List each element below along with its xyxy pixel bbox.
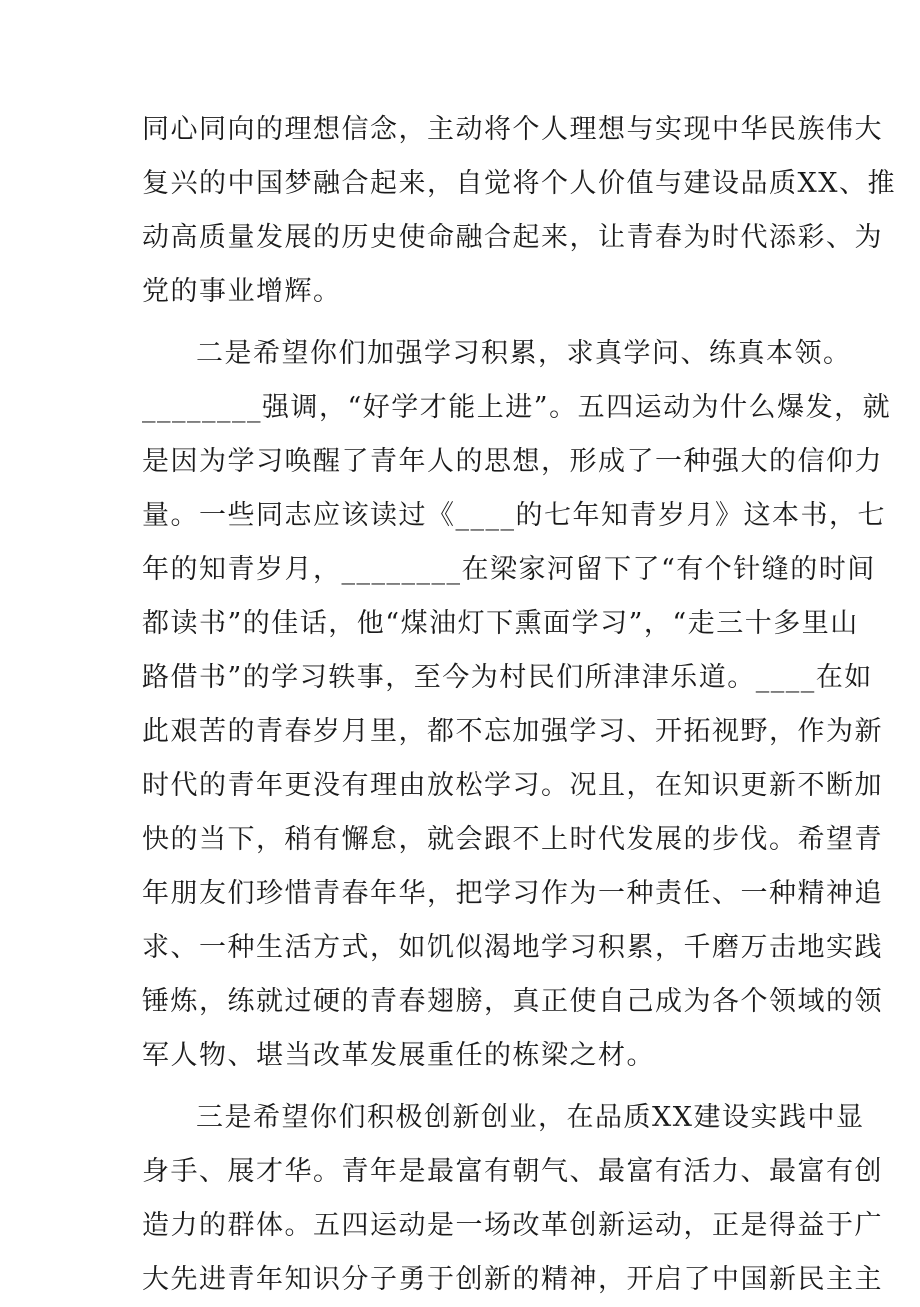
paragraph-gap — [142, 319, 782, 327]
text-line: 锤炼，练就过硬的青春翅膀，真正使自己成为各个领域的领 — [142, 986, 883, 1017]
text-line: 是因为学习唤醒了青年人的思想，形成了一种强大的信仰力 — [142, 446, 883, 477]
text-line: 年朋友们珍惜青春年华，把学习作为一种责任、一种精神追 — [142, 878, 883, 909]
text-line: 路借书”的学习轶事，至今为村民们所津津乐道。____在如 — [142, 662, 873, 693]
text-line: 动高质量发展的历史使命融合起来，让青春为时代添彩、为 — [142, 222, 883, 253]
text-line: 求、一种生活方式，如饥似渴地学习积累，千磨万击地实践 — [142, 932, 883, 963]
text-line: 复兴的中国梦融合起来，自觉将个人价值与建设品质XX、推 — [142, 168, 896, 199]
text-line: 大先进青年知识分子勇于创新的精神，开启了中国新民主主 — [142, 1264, 883, 1295]
text-line: 都读书”的佳话，他“煤油灯下熏面学习”，“走三十多里山 — [142, 608, 859, 639]
text-line: 二是希望你们加强学习积累，求真学问、练真本领。 — [196, 338, 852, 369]
text-line: 军人物、堪当改革发展重任的栋梁之材。 — [142, 1040, 655, 1071]
text-line: 三是希望你们积极创新创业，在品质XX建设实践中显 — [196, 1102, 865, 1133]
text-line: 年的知青岁月，________在梁家河留下了“有个针缝的时间 — [142, 554, 876, 585]
text-line: 时代的青年更没有理由放松学习。况且，在知识更新不断加 — [142, 770, 883, 801]
text-line: 身手、展才华。青年是最富有朝气、最富有活力、最富有创 — [142, 1156, 883, 1187]
body-text — [142, 103, 896, 1307]
text-line: 同心同向的理想信念，主动将个人理想与实现中华民族伟大 — [142, 114, 883, 145]
text-line: 造力的群体。五四运动是一场改革创新运动，正是得益于广 — [142, 1210, 883, 1241]
text-line: 党的事业增辉。 — [142, 276, 342, 307]
paragraph-gap — [142, 1083, 782, 1091]
text-line: 此艰苦的青春岁月里，都不忘加强学习、开拓视野，作为新 — [142, 716, 883, 747]
text-line: 量。一些同志应该读过《____的七年知青岁月》这本书，七 — [142, 500, 886, 531]
text-line: ________强调，“好学才能上进”。五四运动为什么爆发，就 — [142, 392, 892, 423]
text-line: 快的当下，稍有懈怠，就会跟不上时代发展的步伐。希望青 — [142, 824, 883, 855]
